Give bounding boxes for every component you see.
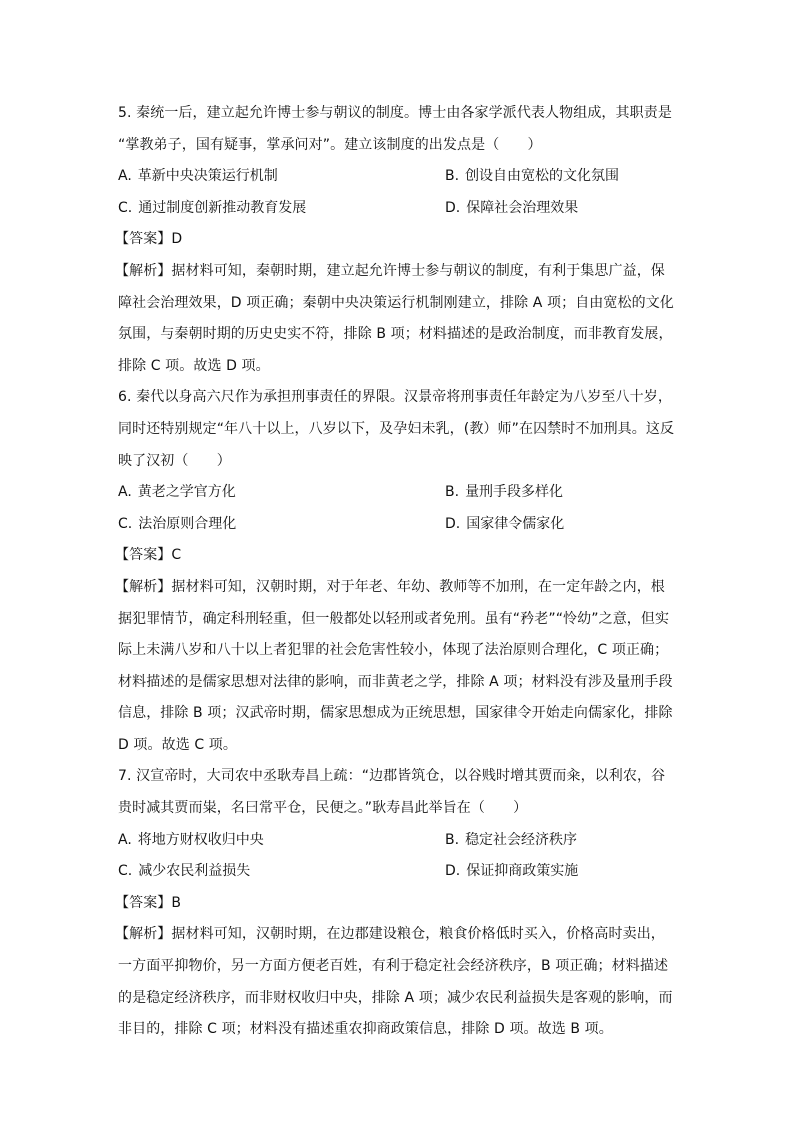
analysis-line: 障社会治理效果，D 项正确；秦朝中央决策运行机制刚建立，排除 A 项；自由宽松的文化: [118, 294, 674, 311]
analysis-line: 【解析】据材料可知，汉朝时期，在边郡建设粮仓，粮食价格低时买入，价格高时卖出，: [115, 926, 665, 943]
analysis-line: 据犯罪情节，确定科刑轻重，但一般都处以轻刑或者免刑。虽有“矜老”“怜幼”之意，但实: [118, 610, 670, 627]
option-d: D. 保障社会治理效果: [445, 199, 579, 216]
question-7: [115, 761, 678, 1045]
question-stem-line: 映了汉初（ ）: [118, 452, 231, 469]
option-row: [118, 477, 678, 509]
answer-value: B: [171, 894, 182, 911]
question-number: 7.: [118, 768, 132, 785]
analysis-line: 际上未满八岁和八十以上者犯罪的社会危害性较小，体现了法治原则合理化，C 项正确；: [118, 642, 669, 659]
answer-label: 【答案】: [115, 547, 172, 564]
option-b: B. 创设自由宽松的文化氛围: [445, 168, 620, 185]
answer-label: 【答案】: [115, 231, 172, 248]
answer-value: D: [171, 231, 183, 248]
option-c: C. 通过制度创新推动教育发展: [118, 199, 307, 216]
option-a: A. 革新中央决策运行机制: [118, 168, 278, 185]
option-row: [118, 825, 678, 857]
answer-value: C: [171, 547, 182, 564]
option-row: [118, 161, 678, 193]
option-d: D. 国家律令儒家化: [445, 515, 565, 532]
question-stem-line: “掌教弟子，国有疑事，掌承问对”。建立该制度的出发点是（ ）: [118, 136, 542, 153]
question-stem-line: 6. 秦代以身高六尺作为承担刑事责任的界限。汉景帝将刑事责任年龄定为八岁至八十岁，: [118, 389, 672, 406]
analysis-line: 氛围，与秦朝时期的历史史实不符，排除 B 项；材料描述的是政治制度，而非教育发展，: [118, 326, 673, 343]
option-a: A. 黄老之学官方化: [118, 484, 236, 501]
analysis-line: 一方面平抑物价，另一方面方便老百姓，有利于稳定社会经济秩序，B 项正确；材料描述: [118, 958, 669, 975]
analysis-line: 信息，排除 B 项；汉武帝时期，儒家思想成为正统思想，国家律令开始走向儒家化，排除: [118, 705, 673, 722]
analysis-line: 【解析】据材料可知，秦朝时期，建立起允许博士参与朝议的制度，有利于集思广益，保: [115, 262, 665, 279]
question-number: 5.: [118, 105, 132, 121]
question-stem-line: 贵时减其贾而粜，名曰常平仓，民便之。”耿寿昌此举旨在（ ）: [118, 800, 528, 817]
answer-line: [115, 224, 678, 256]
option-d: D. 保证抑商政策实施: [445, 863, 579, 880]
question-stem-line: 5. 秦统一后，建立起允许博士参与朝议的制度。博士由各家学派代表人物组成，其职责是: [118, 105, 672, 121]
analysis-label: 【解析】: [115, 578, 172, 595]
analysis-label: 【解析】: [115, 926, 172, 943]
question-5: [115, 98, 678, 382]
option-row: [118, 856, 678, 888]
analysis-label: 【解析】: [115, 262, 172, 279]
analysis-line: D 项。故选 C 项。: [118, 736, 238, 753]
option-b: B. 稳定社会经济秩序: [445, 831, 578, 848]
question-6: [115, 382, 678, 761]
analysis-line: 排除 C 项。故选 D 项。: [118, 357, 270, 374]
analysis-line: 【解析】据材料可知，汉朝时期，对于年老、年幼、教师等不加刑，在一定年龄之内，根: [115, 578, 665, 595]
option-row: [118, 193, 678, 225]
answer-line: [115, 540, 678, 572]
option-b: B. 量刑手段多样化: [445, 484, 564, 501]
option-a: A. 将地方财权收归中央: [118, 831, 264, 848]
option-c: C. 法治原则合理化: [118, 515, 237, 532]
analysis-line: 非目的，排除 C 项；材料没有描述重农抑商政策信息，排除 D 项。故选 B 项。: [118, 1021, 613, 1038]
answer-label: 【答案】: [115, 894, 172, 911]
analysis-line: 材料描述的是儒家思想对法律的影响，而非黄老之学，排除 A 项；材料没有涉及量刑手段: [118, 673, 673, 690]
answer-line: [115, 888, 678, 920]
option-row: [118, 509, 678, 541]
document-page: [115, 98, 678, 1046]
option-c: C. 减少农民利益损失: [118, 863, 251, 880]
question-stem-line: 7. 汉宣帝时，大司农中丞耿寿昌上疏：“边郡皆筑仓，以谷贱时增其贾而籴，以利农，谷: [118, 768, 666, 785]
question-stem-line: 同时还特别规定“年八十以上，八岁以下，及孕妇未乳，(教）师”在囚禁时不加刑具。这反: [118, 420, 675, 437]
question-number: 6.: [118, 389, 132, 406]
analysis-line: 的是稳定经济秩序，而非财权收归中央，排除 A 项；减少农民利益损失是客观的影响，而: [118, 989, 673, 1006]
